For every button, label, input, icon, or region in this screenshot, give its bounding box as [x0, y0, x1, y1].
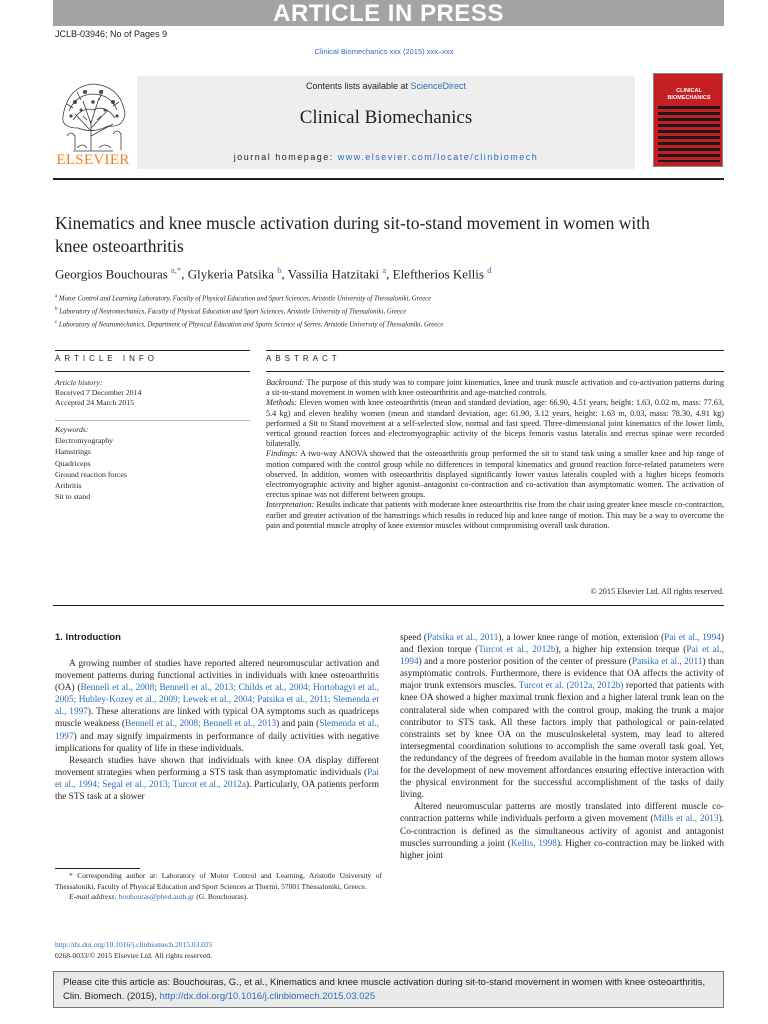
citation-link[interactable]: Pai et al., 1994 [664, 633, 721, 643]
keyword: Electromyography [55, 436, 114, 446]
article-in-press-banner: ARTICLE IN PRESS [53, 0, 724, 26]
affiliation-marker: a [55, 294, 58, 299]
body-text: Research studies have shown that individuals with knee OA display different movement strategies when performing a STS task than asymptomatic individuals ( [55, 755, 379, 778]
keyword: Quadriceps [55, 458, 91, 468]
author-affiliation-link[interactable]: b [277, 265, 282, 275]
received-date: Received 7 December 2014 [55, 388, 142, 397]
journal-cover-image[interactable] [653, 73, 723, 167]
masthead-box [137, 76, 635, 169]
body-text: ) and pain ( [276, 719, 320, 730]
corresponding-author-footnote [55, 871, 382, 903]
keyword: Sit to stand [55, 492, 91, 502]
elsevier-wordmark: ELSEVIER [56, 152, 130, 168]
body-column-right [400, 632, 724, 862]
citation-link[interactable]: Mills et al., 2013 [653, 814, 719, 825]
body-text: ) and a more posterior position of the center of pressure ( [418, 657, 632, 668]
affiliation-text: Laboratory of Neuromechanics, Department of Physical Education and Sports Science of Serres, Aristotle University of Thessaloniki, Greece [57, 320, 444, 328]
keyword: Ground reaction forces [55, 469, 127, 479]
abstract-interpretation [266, 500, 724, 531]
body-text: ) and flexion torque ( [400, 633, 724, 656]
body-text: speed ( [400, 633, 427, 643]
abstract-copyright: © 2015 Elsevier Ltd. All rights reserved. [590, 587, 724, 596]
affiliation-line [55, 318, 715, 331]
citation-link[interactable]: Bennell et al., 2008; Bennell et al., 2013; Childs et al., 2004; Hortobagyi et al., 2005; Hubley-Kozey et al., 2009; Lewek et al., 2004; Patsika et al., 2011; Slemenda et al., 1997 [55, 683, 379, 718]
author-separator: , [281, 266, 288, 282]
contents-line [137, 81, 635, 91]
body-text: ). These alterations are linked with typical OA symptoms such as quadriceps muscle weakness ( [55, 707, 379, 730]
journal-homepage [137, 152, 635, 162]
author-affiliation-link[interactable]: d [487, 265, 492, 275]
article-info-rule-bottom [55, 371, 250, 372]
interpretation-label: Interpretation: [266, 500, 315, 510]
citation-link[interactable]: Slemenda et al., 1997 [55, 719, 379, 742]
affiliations [55, 292, 715, 330]
citation-link[interactable]: Patsika et al., 2011 [631, 657, 703, 668]
citation-doi-link[interactable]: http://dx.doi.org/10.1016/j.clinbiomech.2015.03.025 [159, 990, 376, 1002]
body-text: ). Co-contraction is defined as the simultaneous activity of agonist and antagonist muscles surrounding a joint ( [400, 814, 724, 849]
author-name: Georgios Bouchouras [55, 266, 172, 282]
affiliation-text: Laboratory of Neuromechanics, Faculty of Physical Education and Sport Sciences, Aristotle University of Thessaloniki, Greece [57, 308, 407, 316]
doi-block [55, 940, 455, 961]
background-text: The purpose of this study was to compare joint kinematics, knee and trunk muscle activation and co-activation patterns during a sit-to-stand movement in women with knee osteoarthritis and age-matched controls. [266, 378, 724, 398]
body-text: ), a higher hip extension torque ( [555, 645, 687, 656]
author-separator: , [386, 266, 393, 282]
author-affiliation-link[interactable]: a [382, 265, 387, 275]
introduction-heading: 1. Introduction [55, 632, 121, 643]
citation-link[interactable]: Turcot et al. (2012a, 2012b) [518, 681, 624, 692]
author-name: Vassilia Hatzitaki [287, 266, 383, 282]
body-text: ) and may signify impairments in performance of daily activities with negative implications for quality of life in these individuals. [55, 731, 379, 754]
methods-text: Eleven women with knee osteoarthritis (mean and standard deviation, age: 66.90, 4.51 years, height: 1.63, 0.02 m, mass: 77.63, 5.4 kg) and eleven healthy women (mean and standard deviation, age: 61.90, 3.12 years, height: 1.63 m, 0.03, mass: 78.30, 4.91 kg) performed a Sit to Stand movement at a self-selected slow, normal and fast speed. Three-dimensional joint kinematics of the lower limb, vertical ground reaction forces and electromyographic activity of the biceps femoris vastus lateralis and erectus spinae were recorded bilaterally. [266, 398, 724, 449]
keywords-label: Keywords: [55, 425, 89, 434]
citation-link[interactable]: Pai et al., 1994 [400, 645, 724, 668]
abstract-methods [266, 398, 724, 449]
issn-line: 0268-0033/© 2015 Elsevier Ltd. All rights reserved. [55, 950, 212, 960]
history-label: Article history: [55, 378, 103, 387]
author-list [55, 265, 715, 282]
background-label: Backround: [266, 378, 305, 387]
findings-text: A two-way ANOVA showed that the osteoarthritis group performed the sit to stand task using a smaller knee and hip range of motion compared with the control group while no differences in temporal kinematics and ground reaction force-related parameters were observed. In addition, women with osteoarthritis displayed significantly lower vastus lateralis coupled with a higher biceps feomoris electromyographic activity and higher agonist–antagonist co-contraction and co-activation than asymptomatic women. The activation of erectus spinae was not different between groups. [266, 449, 724, 500]
author-affiliation-link[interactable]: a,* [171, 265, 182, 275]
abstract-findings [266, 449, 724, 500]
affiliation-line [55, 292, 715, 305]
journal-masthead [53, 71, 724, 177]
citation-link[interactable]: Turcot et al., 2012b [478, 645, 556, 656]
doi-link[interactable]: http://dx.doi.org/10.1016/j.clinbiomech.2015.03.025 [55, 940, 213, 949]
abstract-rule [266, 350, 724, 351]
article-history [55, 378, 245, 408]
body-paragraph [400, 632, 724, 801]
affiliation-line [55, 305, 715, 318]
masthead-divider [53, 178, 724, 180]
body-text: reported that patients with knee OA showed a higher maximal trunk flexion and a higher lateral trunk lean on the contralateral side when compared with the control group, making the trunk a major contributor to STS task. All these factors imply that pathological or pain-related constraints set by knee OA on the musculoskeletal system, may lead to altered intersegmental coordination solutions to accomplish the same overall task goal. Yet, the redundancy of the degrees of freedom available in the human motor system allows for the development of new movement affordances ensuring effective interaction with the physical environment for the successful accomplishment of the tasks of daily living. [400, 681, 724, 801]
body-text: ) than asymptomatic controls. Furthermore, there is evidence that OA affects the activity of major trunk extensors muscles. [400, 657, 724, 692]
email-line [55, 892, 382, 903]
cover-title: CLINICAL BIOMECHANICS [667, 88, 711, 101]
homepage-prefix: journal homepage: [233, 152, 338, 162]
keywords-divider [55, 420, 250, 421]
author-separator: , [181, 266, 188, 282]
abstract-background [266, 378, 724, 398]
citation-text: Please cite this article as: Bouchouras, G., et al., Kinematics and knee muscle activation during sit-to-stand movement in women with knee osteoarthritis, Clin. Biomech. (2015), [63, 977, 706, 1002]
body-text: A growing number of studies have reported altered neuromuscular activation and movement patterns during functional activities in individuals with knee osteoarthritis (OA) ( [55, 659, 379, 694]
affiliation-text: Motor Control and Learning Laboratory, Faculty of Physical Education and Sport Sciences, Aristotle University of Thessaloniki, Greece [57, 295, 432, 303]
sciencedirect-link[interactable]: ScienceDirect [410, 81, 467, 91]
affiliation-marker: b [55, 306, 58, 312]
citation-link[interactable]: Patsika et al., 2011 [427, 633, 499, 643]
footnote-divider [55, 868, 140, 869]
abstract-divider [53, 605, 724, 606]
corresponding-author-text: * Corresponding author at: Laboratory of Motor Control and Learning, Aristotle University of Thessaloniki, Faculty of Physical Education and Sport Sciences at Thermi, 57001 Thessaloniki, Greece. [55, 871, 382, 891]
abstract-rule-bottom [266, 371, 724, 372]
affiliation-marker: c [55, 319, 58, 325]
body-text: ). Particularly, OA patients perform the STS task at a slower [55, 779, 379, 803]
body-paragraph [55, 755, 379, 803]
article-info-heading: ARTICLE INFO [55, 354, 158, 363]
journal-reference-link[interactable]: Clinical Biomechanics xxx (2015) xxx–xxx [314, 47, 454, 56]
findings-label: Findings: [266, 449, 298, 459]
abstract-text [266, 378, 724, 531]
article-title: Kinematics and knee muscle activation during sit-to-stand movement in women with knee osteoarthritis [55, 213, 650, 256]
body-paragraph [400, 801, 724, 861]
accepted-date: Accepted 24 March 2015 [55, 398, 135, 407]
author-name: Glykeria Patsika [187, 266, 278, 282]
article-info-rule [55, 350, 250, 351]
email-suffix: (G. Bouchouras). [194, 892, 249, 901]
keywords [55, 424, 245, 502]
body-text: Altered neuromuscular patterns are mostly translated into different muscle co-contraction patterns while individuals perform a given movement ( [400, 802, 724, 825]
citation-link[interactable]: Pai et al., 1994; Segal et al., 2013; Turcot et al., 2012a [55, 767, 379, 790]
keyword-list [55, 435, 245, 502]
keyword: Hamstrings [55, 447, 91, 457]
contents-prefix: Contents lists available at [305, 81, 411, 91]
body-text: ), a lower knee range of motion, extension ( [498, 633, 665, 643]
citation-box [53, 971, 724, 1008]
interpretation-text: Results indicate that patients with moderate knee osteoarthritis rise from the chair using greater knee muscle co-contraction, earlier and greater activation of the hamstrings which results in reduced hip and knee range of motion. This may be a way to overcome the pain and potential muscle atrophy of knee extensor muscles without compromising overall task duration. [266, 500, 724, 530]
citation-link[interactable]: Bennell et al., 2008; Bennell et al., 2013 [125, 719, 277, 730]
journal-title: Clinical Biomechanics [299, 107, 473, 128]
article-id: JCLB-03946; No of Pages 9 [55, 29, 168, 39]
citation-link[interactable]: Kellis, 1998 [510, 838, 557, 849]
email-link[interactable]: bouhouras@phed.auth.gr [118, 892, 195, 901]
keyword: Arthritis [55, 481, 82, 491]
homepage-link[interactable]: www.elsevier.com/locate/clinbiomech [337, 152, 539, 162]
body-column-left [55, 658, 379, 803]
cover-stripes [658, 106, 720, 162]
body-paragraph [55, 658, 379, 755]
abstract-heading: ABSTRACT [266, 354, 341, 363]
methods-label: Methods: [266, 398, 297, 408]
email-label: E-mail address: [69, 892, 119, 901]
body-text: ). Higher co-contraction may be linked with higher joint [400, 838, 724, 861]
author-name: Eleftherios Kellis [392, 266, 488, 282]
